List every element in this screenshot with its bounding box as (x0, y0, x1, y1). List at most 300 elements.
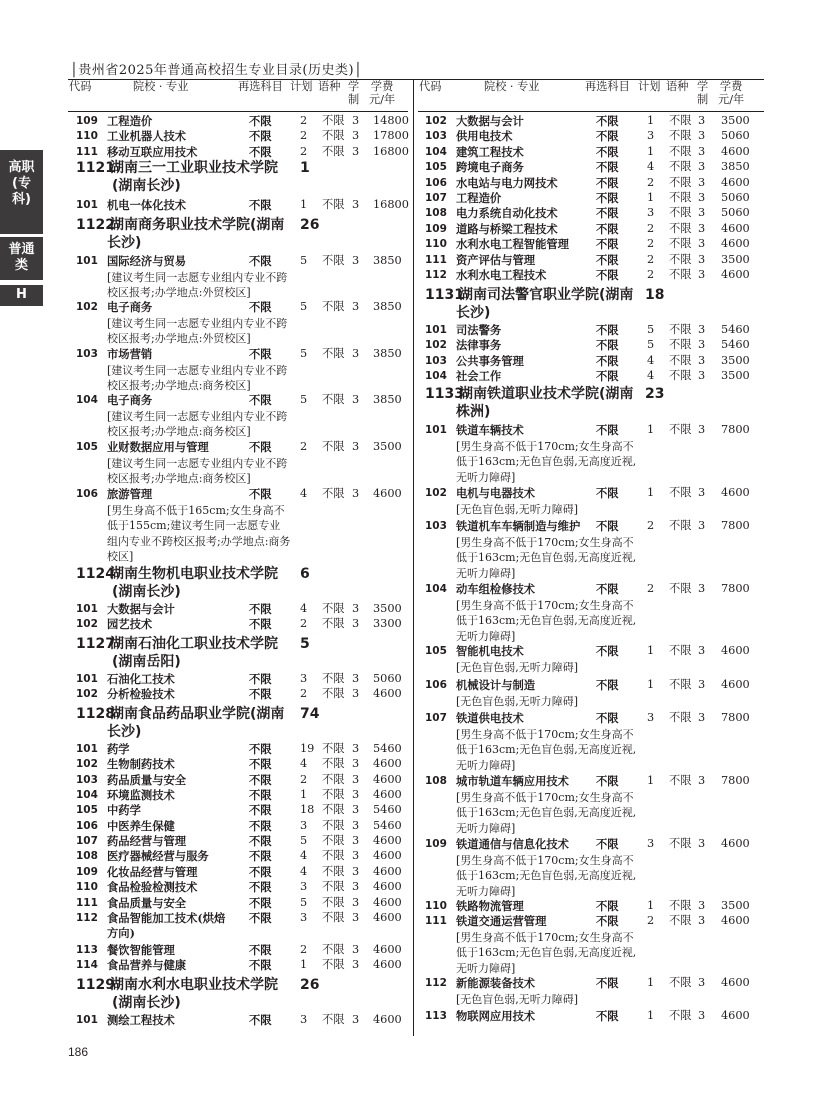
elective-subject: 不限 (249, 943, 272, 957)
tuition-fee: 4600 (373, 943, 402, 956)
study-years: 3 (698, 644, 706, 657)
enrollment-plan: 3 (647, 206, 655, 220)
program-code: 109 (425, 838, 447, 850)
program-name: 法律事务 (456, 338, 502, 353)
enrollment-plan: 5 (647, 338, 655, 352)
page-number: 186 (68, 1045, 89, 1059)
language: 不限 (669, 423, 692, 436)
enrollment-plan: 3 (300, 911, 308, 924)
program-code: 102 (76, 301, 98, 313)
study-years: 3 (698, 221, 706, 235)
elective-subject: 不限 (249, 880, 272, 895)
enrollment-plan: 5 (300, 393, 308, 406)
program-code: 104 (425, 145, 447, 158)
language: 不限 (322, 864, 345, 878)
program-code: 109 (76, 865, 98, 878)
program-name: 大数据与会计 (107, 602, 175, 616)
study-years: 3 (698, 837, 706, 850)
program-name: 铁路物流管理 (456, 899, 524, 913)
program-code: 102 (425, 115, 447, 127)
tuition-fee: 4600 (373, 864, 402, 878)
tuition-fee: 3500 (721, 114, 750, 127)
tuition-fee: 17800 (373, 129, 409, 143)
tuition-fee: 4600 (721, 678, 750, 691)
program-note: [男生身高不低于170cm;女生身高不低于163cm;无色盲色弱,无高度近视,无听力障碍] (456, 439, 637, 484)
tuition-fee: 4600 (721, 486, 750, 499)
program-note: [男生身高不低于170cm;女生身高不低于163cm;无色盲色弱,无高度近视,无听力障碍] (456, 535, 637, 580)
program-name: 中医养生保健 (107, 818, 175, 833)
program-name: 食品智能加工技术(烘焙 (107, 911, 226, 925)
study-years: 3 (698, 191, 706, 204)
tuition-fee: 7800 (721, 774, 750, 787)
tuition-fee: 4600 (721, 175, 750, 189)
study-years: 3 (352, 602, 360, 615)
program-note: [男生身高不低于170cm;女生身高不低于163cm;无色盲色弱,无高度近视,无听力障碍] (456, 930, 637, 975)
program-name: 电机与电器技术 (456, 486, 536, 500)
elective-subject: 不限 (596, 644, 619, 658)
language: 不限 (322, 943, 345, 956)
running-header: │贵州省2025年普通高校招生专业目录(历史类)│ (70, 63, 363, 78)
enrollment-plan: 1 (647, 899, 655, 912)
tuition-fee: 4600 (373, 834, 402, 848)
elective-subject: 不限 (249, 198, 272, 212)
enrollment-plan: 2 (300, 440, 308, 453)
program-name: 业财数据应用与管理 (107, 440, 209, 454)
study-years: 3 (698, 1009, 706, 1022)
program-code: 110 (76, 881, 98, 894)
study-years: 3 (352, 617, 360, 631)
program-code: 111 (76, 145, 98, 158)
program-name: 铁道交通运营管理 (456, 914, 547, 928)
language: 不限 (322, 440, 345, 453)
study-years: 3 (352, 849, 360, 863)
study-years: 3 (698, 114, 706, 127)
enrollment-plan: 2 (300, 144, 308, 158)
elective-subject: 不限 (596, 369, 619, 384)
language: 不限 (669, 678, 692, 691)
program-note: [无色盲色弱,无听力障碍] (456, 992, 579, 1006)
enrollment-plan: 1 (647, 191, 655, 204)
study-years: 3 (698, 338, 706, 352)
tuition-fee: 3500 (721, 252, 750, 266)
study-years: 3 (698, 899, 706, 912)
language: 不限 (322, 393, 345, 406)
language: 不限 (322, 880, 345, 894)
language: 不限 (322, 788, 345, 802)
study-years: 3 (352, 943, 360, 956)
tuition-fee: 16800 (373, 198, 409, 211)
program-code: 102 (76, 758, 98, 771)
elective-subject: 不限 (249, 911, 272, 925)
enrollment-plan: 4 (647, 353, 655, 367)
language: 不限 (322, 198, 345, 211)
col-fee: 学费 元/年 (369, 80, 396, 106)
program-code: 105 (76, 441, 98, 453)
language: 不限 (322, 129, 345, 143)
side-tab-higher-vocational (0, 150, 43, 234)
program-note: [男生身高不低于170cm;女生身高不低于163cm;无色盲色弱,无高度近视,无听力障碍] (456, 727, 637, 772)
study-years: 3 (352, 347, 360, 360)
elective-subject: 不限 (596, 252, 619, 267)
elective-subject: 不限 (249, 144, 272, 159)
program-name: 新能源装备技术 (456, 976, 536, 990)
program-code: 101 (76, 1014, 98, 1026)
program-code: 106 (76, 488, 98, 500)
program-code: 104 (425, 370, 447, 383)
enrollment-plan: 2 (647, 582, 655, 595)
language: 不限 (669, 486, 692, 499)
enrollment-plan: 4 (647, 369, 655, 383)
tuition-fee: 5460 (721, 323, 750, 336)
language: 不限 (669, 837, 692, 850)
language: 不限 (322, 1013, 345, 1026)
language: 不限 (322, 818, 345, 832)
program-name: 道路与桥梁工程技术 (456, 221, 558, 236)
language: 不限 (322, 487, 345, 500)
language: 不限 (322, 300, 345, 313)
enrollment-plan: 1 (647, 976, 655, 989)
study-years: 3 (352, 864, 360, 878)
program-name: 药学 (107, 742, 130, 756)
study-years: 3 (352, 803, 360, 817)
tuition-fee: 4600 (373, 1013, 402, 1026)
tuition-fee: 7800 (721, 519, 750, 532)
program-name: 国际经济与贸易 (107, 254, 187, 268)
elective-subject: 不限 (249, 300, 272, 314)
program-name: 化妆品经营与管理 (107, 864, 198, 879)
study-years: 3 (352, 672, 360, 685)
tuition-fee: 7800 (721, 582, 750, 595)
enrollment-plan: 2 (300, 129, 308, 143)
program-note: [建议考生同一志愿专业组内专业不跨校区报考;办学地点:商务校区] (107, 363, 288, 392)
program-code: 101 (425, 324, 447, 336)
elective-subject: 不限 (249, 114, 272, 128)
col-req: 再选科目 (585, 80, 630, 93)
language: 不限 (669, 914, 692, 927)
program-code: 108 (425, 207, 447, 220)
enrollment-plan: 2 (647, 175, 655, 189)
col-name: 院校 · 专业 (133, 80, 189, 93)
program-code: 101 (76, 255, 98, 267)
program-name: 社会工作 (456, 369, 502, 384)
language: 不限 (322, 895, 345, 909)
elective-subject: 不限 (249, 1013, 272, 1027)
elective-subject: 不限 (596, 353, 619, 368)
side-tab-general (0, 237, 43, 280)
program-note: [建议考生同一志愿专业组内专业不跨校区报考;办学地点:外贸校区] (107, 316, 288, 345)
elective-subject: 不限 (249, 440, 272, 454)
program-name: 机械设计与制造 (456, 678, 536, 692)
study-years: 3 (352, 114, 360, 127)
enrollment-plan: 5 (300, 300, 308, 313)
tuition-fee: 4600 (373, 757, 402, 771)
enrollment-plan: 18 (300, 803, 315, 817)
tuition-fee: 4600 (373, 849, 402, 863)
program-name: 旅游管理 (107, 487, 153, 501)
program-name: 公共事务管理 (456, 353, 524, 368)
language: 不限 (669, 338, 692, 352)
elective-subject: 不限 (249, 849, 272, 864)
enrollment-plan: 4 (647, 160, 655, 174)
enrollment-plan: 2 (300, 617, 308, 631)
tuition-fee: 5460 (373, 803, 402, 817)
program-name: 机电一体化技术 (107, 198, 187, 212)
enrollment-plan: 5 (300, 895, 308, 909)
language: 不限 (669, 369, 692, 383)
enrollment-plan: 5 (300, 254, 308, 267)
study-years: 3 (698, 144, 706, 158)
study-years: 3 (352, 487, 360, 500)
language: 不限 (322, 114, 345, 127)
language: 不限 (669, 114, 692, 127)
tuition-fee: 4600 (721, 144, 750, 158)
language: 不限 (669, 899, 692, 912)
tuition-fee: 7800 (721, 711, 750, 724)
enrollment-plan: 1 (647, 774, 655, 787)
tuition-fee: 4600 (373, 895, 402, 909)
study-years: 3 (352, 958, 360, 972)
program-note: [建议考生同一志愿专业组内专业不跨校区报考;办学地点:外贸校区] (107, 270, 288, 299)
enrollment-plan: 1 (647, 644, 655, 657)
program-name: 铁道通信与信息化技术 (456, 837, 569, 851)
tuition-fee: 4600 (373, 880, 402, 894)
tuition-fee: 7800 (721, 423, 750, 436)
elective-subject: 不限 (596, 774, 619, 788)
tuition-fee: 4600 (721, 644, 750, 657)
program-code: 105 (425, 161, 447, 174)
column-separator (413, 80, 414, 1036)
col-code: 代码 (419, 80, 442, 93)
program-name: 司法警务 (456, 323, 502, 337)
program-name: 大数据与会计 (456, 114, 524, 128)
program-name: 智能机电技术 (456, 644, 524, 658)
elective-subject: 不限 (596, 486, 619, 500)
language: 不限 (322, 602, 345, 615)
program-note: [男生身高不低于170cm;女生身高不低于163cm;无色盲色弱,无高度近视,无听力障碍] (456, 598, 637, 643)
language: 不限 (322, 757, 345, 771)
study-years: 3 (352, 742, 360, 755)
program-name: 电力系统自动化技术 (456, 206, 558, 221)
col-plan: 计划 (290, 80, 313, 93)
elective-subject: 不限 (596, 338, 619, 353)
language: 不限 (322, 803, 345, 817)
tuition-fee: 3300 (373, 617, 402, 631)
program-code: 101 (76, 603, 98, 615)
program-note: [男生身高不低于170cm;女生身高不低于163cm;无色盲色弱,无高度近视,无听力障碍] (456, 790, 637, 835)
language: 不限 (669, 221, 692, 235)
language: 不限 (669, 268, 692, 281)
tuition-fee: 5060 (721, 191, 750, 204)
study-years: 3 (352, 129, 360, 143)
enrollment-plan: 2 (647, 268, 655, 281)
elective-subject: 不限 (596, 976, 619, 990)
elective-subject: 不限 (249, 129, 272, 144)
enrollment-plan: 2 (300, 772, 308, 786)
program-name: 工业机器人技术 (107, 129, 187, 144)
enrollment-plan: 2 (300, 687, 308, 701)
tuition-fee: 5060 (373, 672, 402, 685)
enrollment-plan: 5 (647, 323, 655, 336)
program-name: 药品经营与管理 (107, 834, 187, 849)
language: 不限 (669, 175, 692, 189)
elective-subject: 不限 (249, 687, 272, 702)
language: 不限 (322, 911, 345, 924)
program-code: 114 (76, 959, 98, 972)
program-name: 药品质量与安全 (107, 772, 187, 787)
study-years: 3 (698, 711, 706, 724)
program-code: 104 (76, 394, 98, 406)
elective-subject: 不限 (596, 160, 619, 175)
program-note: [建议考生同一志愿专业组内专业不跨校区报考;办学地点:商务校区] (107, 409, 288, 438)
enrollment-plan: 5 (300, 347, 308, 360)
enrollment-plan: 3 (300, 818, 308, 832)
tuition-fee: 4600 (373, 772, 402, 786)
elective-subject: 不限 (596, 899, 619, 913)
program-name: 工程造价 (456, 191, 502, 205)
elective-subject: 不限 (249, 393, 272, 407)
elective-subject: 不限 (596, 1009, 619, 1023)
program-code: 101 (76, 743, 98, 755)
elective-subject: 不限 (249, 834, 272, 849)
elective-subject: 不限 (596, 582, 619, 596)
program-code: 104 (425, 583, 447, 595)
program-name: 铁道机车车辆制造与维护 (456, 519, 581, 533)
program-note: [建议考生同一志愿专业组内专业不跨校区报考;办学地点:商务校区] (107, 456, 288, 485)
elective-subject: 不限 (249, 788, 272, 803)
elective-subject: 不限 (249, 958, 272, 973)
enrollment-plan: 3 (647, 129, 655, 143)
language: 不限 (322, 687, 345, 701)
program-name-line2: 方向) (107, 926, 135, 940)
program-code: 101 (76, 199, 98, 211)
program-name: 资产评估与管理 (456, 252, 536, 267)
tuition-fee: 5460 (373, 818, 402, 832)
enrollment-plan: 2 (647, 252, 655, 266)
language: 不限 (322, 742, 345, 755)
study-years: 3 (352, 818, 360, 832)
study-years: 3 (352, 300, 360, 313)
elective-subject: 不限 (249, 895, 272, 910)
program-name: 建筑工程技术 (456, 144, 524, 159)
elective-subject: 不限 (596, 678, 619, 692)
program-name: 水利水电工程智能管理 (456, 237, 569, 252)
study-years: 3 (352, 895, 360, 909)
tuition-fee: 4600 (721, 914, 750, 927)
program-code: 111 (425, 253, 447, 266)
enrollment-plan: 19 (300, 742, 315, 755)
elective-subject: 不限 (249, 487, 272, 501)
elective-subject: 不限 (596, 323, 619, 337)
enrollment-plan: 1 (647, 1009, 655, 1022)
tuition-fee: 4600 (721, 837, 750, 850)
enrollment-plan: 1 (647, 144, 655, 158)
program-code: 110 (76, 130, 98, 143)
tuition-fee: 5460 (721, 338, 750, 352)
enrollment-plan: 4 (300, 602, 308, 615)
col-lang: 语种 (666, 80, 689, 93)
program-name: 分析检验技术 (107, 687, 175, 702)
elective-subject: 不限 (249, 757, 272, 772)
col-plan: 计划 (638, 80, 661, 93)
study-years: 3 (352, 144, 360, 158)
program-note: [无色盲色弱,无听力障碍] (456, 660, 579, 674)
study-years: 3 (352, 788, 360, 802)
elective-subject: 不限 (596, 129, 619, 144)
enrollment-plan: 2 (300, 943, 308, 956)
program-note: [无色盲色弱,无听力障碍] (456, 502, 579, 516)
study-years: 3 (352, 834, 360, 848)
program-name: 动车组检修技术 (456, 582, 536, 596)
col-fee: 学费 元/年 (718, 80, 745, 106)
study-years: 3 (352, 440, 360, 453)
enrollment-plan: 3 (300, 880, 308, 894)
program-code: 109 (425, 222, 447, 235)
study-years: 3 (698, 206, 706, 220)
enrollment-plan: 3 (300, 672, 308, 685)
language: 不限 (669, 1009, 692, 1022)
program-name: 铁道车辆技术 (456, 423, 524, 437)
enrollment-plan: 3 (647, 837, 655, 850)
program-code: 102 (425, 339, 447, 352)
language: 不限 (669, 711, 692, 724)
tuition-fee: 16800 (373, 144, 409, 158)
enrollment-plan: 1 (647, 423, 655, 436)
language: 不限 (322, 254, 345, 267)
study-years: 3 (352, 757, 360, 771)
enrollment-plan: 1 (647, 678, 655, 691)
enrollment-plan: 4 (300, 757, 308, 771)
study-years: 3 (698, 519, 706, 532)
study-years: 3 (352, 911, 360, 924)
language: 不限 (669, 774, 692, 787)
elective-subject: 不限 (249, 772, 272, 787)
program-code: 103 (76, 773, 98, 786)
col-yrs: 学 制 (348, 80, 360, 106)
study-years: 3 (698, 976, 706, 989)
enrollment-plan: 5 (300, 834, 308, 848)
tuition-fee: 4600 (721, 1009, 750, 1022)
column-header-rule (418, 111, 764, 112)
program-code: 103 (425, 520, 447, 532)
tuition-fee: 4600 (373, 911, 402, 924)
program-name: 物联网应用技术 (456, 1009, 536, 1023)
language: 不限 (669, 160, 692, 174)
enrollment-plan: 2 (647, 519, 655, 532)
study-years: 3 (698, 237, 706, 251)
program-code: 107 (76, 835, 98, 848)
study-years: 3 (352, 393, 360, 406)
program-code: 107 (425, 712, 447, 724)
language: 不限 (669, 191, 692, 204)
program-code: 105 (425, 645, 447, 657)
col-lang: 语种 (318, 80, 341, 93)
tuition-fee: 5460 (373, 742, 402, 755)
elective-subject: 不限 (596, 221, 619, 236)
language: 不限 (322, 617, 345, 631)
program-code: 108 (425, 775, 447, 787)
study-years: 3 (352, 772, 360, 786)
program-code: 113 (76, 944, 98, 956)
tuition-fee: 4600 (373, 788, 402, 802)
program-name: 食品营养与健康 (107, 958, 187, 973)
study-years: 3 (352, 254, 360, 267)
study-years: 3 (698, 774, 706, 787)
elective-subject: 不限 (249, 347, 272, 361)
enrollment-plan: 1 (647, 486, 655, 499)
program-code: 110 (425, 900, 447, 912)
tuition-fee: 3500 (373, 602, 402, 615)
elective-subject: 不限 (249, 742, 272, 756)
